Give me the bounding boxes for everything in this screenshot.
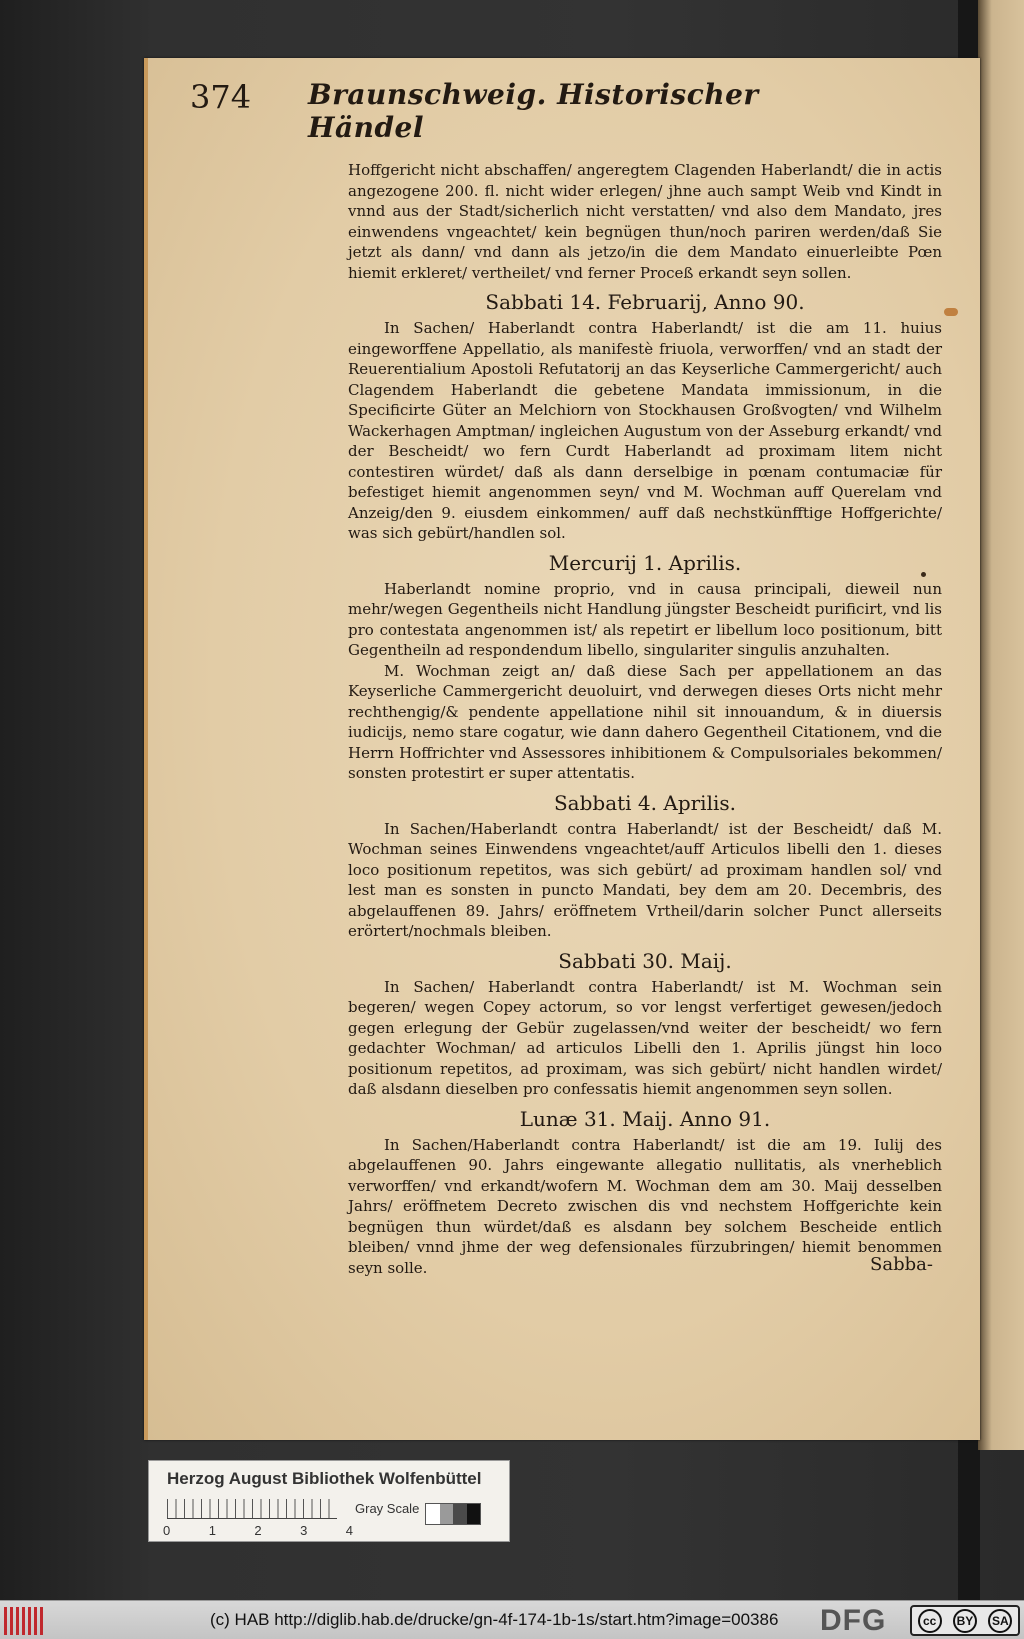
section-heading: Mercurij 1. Aprilis. <box>548 550 742 575</box>
ruler-number: 3 <box>300 1523 308 1538</box>
paragraph: In Sachen/ Haberlandt contra Haberlandt/ ist M. Wochman sein begeren/ wegen Copey actorum, so vor lengst verfertiget gewesen/jedoch gegen erlegung der Gebür zugelassen/vnd weiter der bescheidt/ wo fern gedachter Wochman/ ad articulos Libelli den 1. Aprilis jüngst hin loco positionum repetitos, ad proximam, was sich gebürt/ nicht handlen wirdet/ daß alsdann dieselben pro confessatis hiemit angenommen seyn sollen. <box>348 977 942 1098</box>
next-page-edge <box>978 0 1024 1450</box>
page-text <box>348 160 942 1278</box>
by-icon: BY <box>953 1609 977 1633</box>
hab-logo-icon <box>4 1607 46 1635</box>
paragraph: In Sachen/ Haberlandt contra Haberlandt/ ist die am 11. huius eingeworffene Appellatio, als manifestè friuola, verworffen/ vnd an stadt der Reuerentialium Apostoli Refutatorij an das Keyserliche Cammergericht/ auch Clagendem Haberlandt die gebetene Mandata immissionum, in die Specificirte Güter an Melchiorn von Stockhausen Großvogten/ vnd Wilhelm Wackerhagen Amptman/ ingleichen Augustum von der Asseburg erkandt/ vnd der Bescheidt/ wo fern Curdt Haberlandt ad proximam litem nicht contestiren würdet/ daß als dann derselbige in pœnam contumaciæ für befestiget hiemit angenommen seyn/ vnd M. Wochman auff Querelam vnd Anzeig/den 9. eiusdem einkommen/ auff daß nechstkünfftige Hoffgerichte/ was sich gebürt/handlen sol. <box>348 319 942 542</box>
page-number: 374 <box>190 78 252 116</box>
sa-icon: SA <box>988 1609 1012 1633</box>
paragraph: Haberlandt nomine proprio, vnd in causa principali, dieweil nun mehr/wegen Gegentheils nicht Handlung jüngster Bescheidt purificirt, vnd lis pro contestata angenommen ist/ als repetirt er libellum loco positionum, bitt Gegentheiln ad respondendum libello, singulariter singulis anzuhalten. <box>348 579 942 659</box>
grayscale-swatches <box>425 1503 481 1525</box>
catchword: Sabba- <box>870 1254 933 1275</box>
grayscale-swatch <box>426 1504 440 1524</box>
cc-icon: cc <box>918 1609 942 1633</box>
paragraph: Hoffgericht nicht abschaffen/ angeregtem Clagenden Haberlandt/ die in actis angezogene 200. fl. nicht wider erlegen/ jhne auch sampt Weib vnd Kindt in vnnd aus der Stadt/sicherlich nicht verstatten/ vnd also dem Mandato, jres einwendens vngeachtet/ kein begnügen thun/noch pariren werden/daß Sie jetzt als dann/ vnd dann als jetzo/in die dem Mandato einuerleibte Pœn hiemit erkleret/ vertheilet/ vnd ferner Proceß erkandt seyn sollen. <box>348 161 942 282</box>
grayscale-swatch <box>453 1504 467 1524</box>
grayscale-swatch <box>467 1504 481 1524</box>
viewer-footer <box>0 1600 1024 1639</box>
copyright-link[interactable]: (c) HAB http://diglib.hab.de/drucke/gn-4f-174-1b-1s/start.htm?image=00386 <box>210 1610 779 1629</box>
ruler-number: 0 <box>163 1523 171 1538</box>
library-color-card <box>148 1460 510 1542</box>
section-heading: Lunæ 31. Maij. Anno 91. <box>519 1106 771 1131</box>
paragraph: In Sachen/Haberlandt contra Haberlandt/ ist der Bescheidt/ daß M. Wochman seines Einwendens vngeachtet/auff Articulos libelli den 1. dieses loco positionum repetitos, was sich gebürt/ ad proximam handlen sol/ vnd lest man es sonsten in puncto Mandati, bey dem am 20. Decembris, des abgelauffenen 89. Jahrs/ eröffnetem Vrtheil/darin solcher Punct allerseits erörtert/nochmals bleiben. <box>348 819 942 940</box>
grayscale-swatch <box>440 1504 454 1524</box>
dfg-logo: DFG <box>820 1604 887 1637</box>
page-header <box>190 78 830 144</box>
scale-ruler <box>167 1499 337 1519</box>
running-title: Braunschweig. Historischer Händel <box>308 78 759 144</box>
ruler-number: 1 <box>208 1523 216 1538</box>
cc-license-badge[interactable] <box>910 1605 1020 1636</box>
section-heading: Sabbati 30. Maij. <box>558 948 732 973</box>
ruler-numbers <box>163 1523 353 1538</box>
section-heading: Sabbati 4. Aprilis. <box>553 790 736 815</box>
section-heading: Sabbati 14. Februarij, Anno 90. <box>485 290 805 314</box>
ruler-number: 2 <box>254 1523 262 1538</box>
ruler-number: 4 <box>345 1523 353 1538</box>
margin-stain <box>944 308 958 316</box>
library-name: Herzog August Bibliothek Wolfenbüttel <box>167 1469 482 1488</box>
paragraph: In Sachen/Haberlandt contra Haberlandt/ ist die am 19. Iulij des abgelauffenen 90. Jahrs eingewante allegatio nullitatis, als vnerheblich verworffen/ vnd erkandt/wofern M. Wochman dem am 30. Maij desselben Jahrs/ eröffnetem Decreto zwischen dis vnd nechstem Hoffgerichte kein begnügen thun würdet/daß es alsdann bey solchem Bescheide entlich bleiben/ vnnd jhme der weg defensionales fürzubringen/ hiemit benommen seyn solle. <box>348 1135 942 1277</box>
paragraph: M. Wochman zeigt an/ daß diese Sach per appellationem an das Keyserliche Cammergericht deuoluirt, vnd derwegen dieses Orts nicht mehr rechthengig/& pendente appellatione nihil sit innouandum, & in diuersis iudicijs, nemo stare cogatur, wie dann dahero Gegentheil Citationem, vnd die Herrn Hoffrichter vnd Assessores inhibitionem & Compulsoriales bekommen/ sonsten protestirt er super attentatis. <box>348 661 942 782</box>
grayscale-label: Gray Scale <box>355 1501 420 1516</box>
